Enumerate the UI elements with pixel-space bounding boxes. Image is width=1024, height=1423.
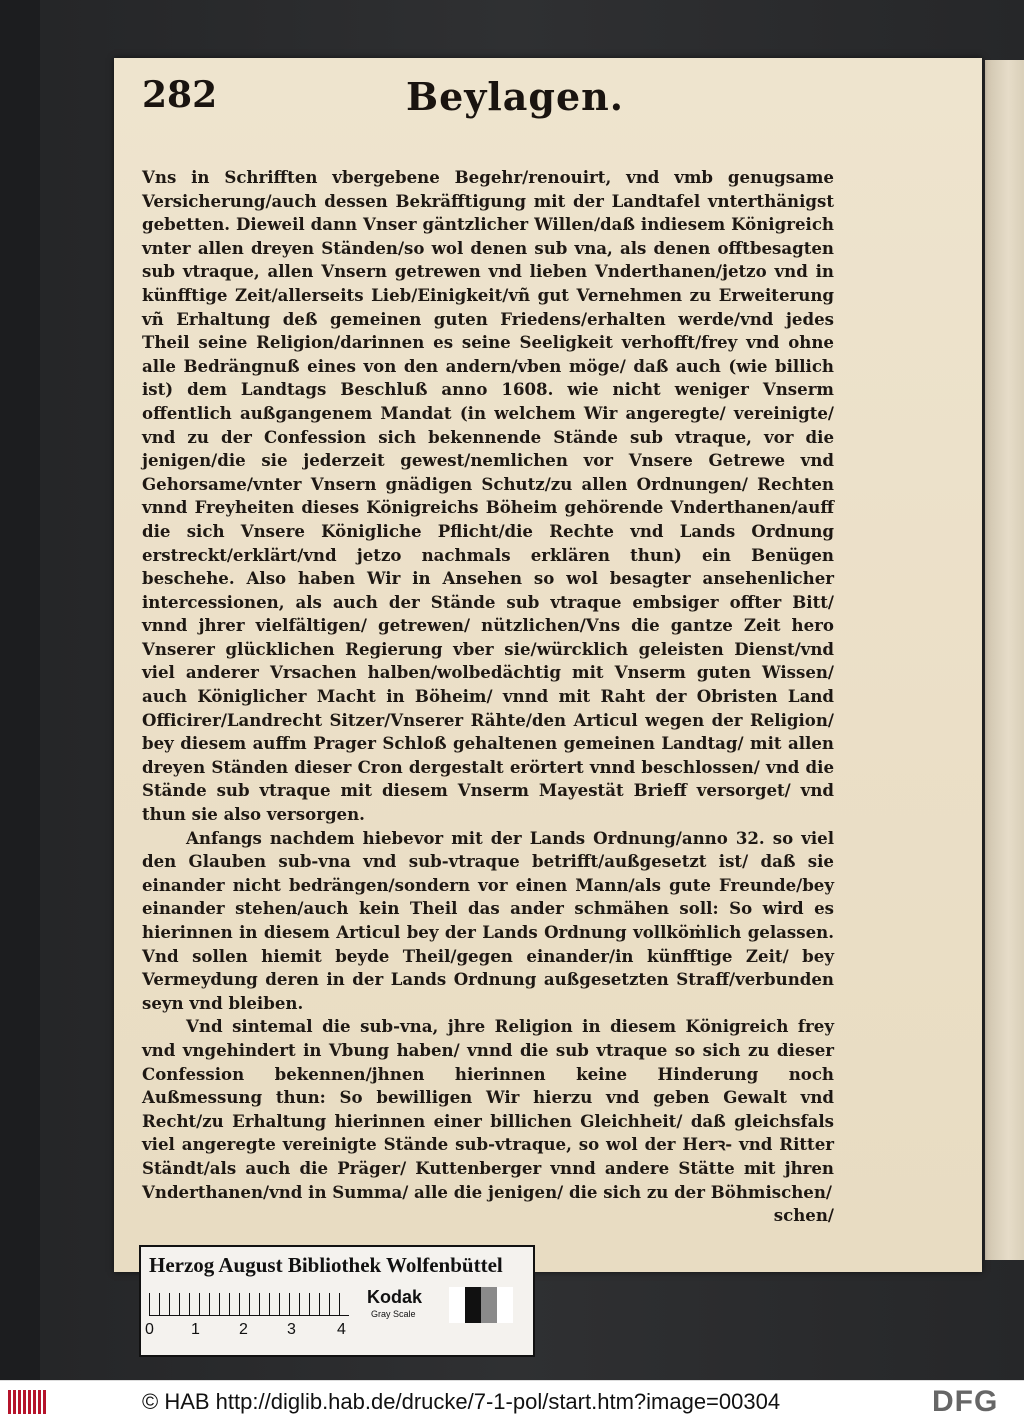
body-paragraph-1: Vns in Schrifften vbergebene Begehr/renouirt, vnd vmb genugsame Versicherung/auch dessen Bekräfftigung mit der Landtafel vnterthänigst gebetten. Dieweil dann Vnser gäntzlicher Willen/daß indiesem Königreich vnter allen dreyen Ständen/so wol denen sub vna, als denen offtbesagten sub vtraque, allen Vnsern getrewen vnd lieben Vnderthanen/jetzo vnd in künfftige Zeit/allerseits Lieb/Einigkeit/vñ gut Vernehmen zu Erweiterung vñ Erhaltung deß gemeinen guten Friedens/erhalten werde/vnd jedes Theil seine Religion/darinnen es seine Seeligkeit verhofft/frey vnd ohne alle Bedrängnuß eines von den andern/vben möge/ daß auch (wie billich ist) dem Landtags Beschluß anno 1608. wie nicht weniger Vnserm offentlich außgangenem Mandat (in welchem Wir angeregte/ vereinigte/ vnd zu der Confession sich bekennende Stände sub vtraque, vor die jenigen/die sie jederzeit gewest/nemlichen vor Vnsere Getrewe vnd Gehorsame/vnter Vnsern gnädigen Schutz/zu allen Ordnungen/ Rechten vnnd Freyheiten dieses Königreichs Böheim gehörende Vnderthanen/auff die sich Vnsere Königliche Pflicht/die Rechte vnd Lands Ordnung erstreckt/erklärt/vnd jetzo nachmals erklären thun) ein Benügen beschehe. Also haben Wir in Ansehen so wol besagter ansehenlicher intercessionen, als auch der Stände sub vtraque embsiger offter Bitt/ vnnd jhrer vielfältigen/ getrewen/ nützlichen/Vns die gantze Zeit hero Vnserer glücklichen Regierung vber sie/würcklich geleisten Dienst/vnd viel anderer Vrsachen halben/wolbedächtig mit Vnserm guten Wissen/ auch Königlicher Macht in Böheim/ vnnd mit Raht der Obristen Land Officirer/Landrecht Sitzer/Vnserer Rähte/den Articul wegen der Religion/ bey diesem auffm Prager Schloß gehaltenen gemeinen Landtag/ mit allen dreyen Ständen dieser Cron dergestalt erörtert vnnd beschlossen/ vnd die Stände sub vtraque mit diesem Vnserm Mayestät Brieff versorget/ vnd thun sie also versorgen. (142, 167, 834, 825)
dfg-logo[interactable]: DFG (932, 1385, 999, 1418)
gray-scale-swatches (449, 1287, 513, 1323)
facing-page-edge (985, 60, 1024, 1260)
ruler-number: 3 (287, 1321, 296, 1338)
catchword: schen/ (773, 1205, 834, 1226)
color-reference-card (139, 1245, 535, 1357)
ruler-number: 1 (191, 1321, 200, 1338)
body-paragraph-2: Anfangs nachdem hiebevor mit der Lands Ordnung/anno 32. so viel den Glauben sub-vna vnd sub-vtraque betrifft/außgesetzt ist/ daß sie einander nicht bedrängen/sondern vor einen Mann/als gute Freunde/bey einander stehen/auch kein Theil das ander schmähen soll: So wird es hierinnen in diesem Articul bey der Lands Ordnung vollköṁlich gelassen. Vnd sollen hiemit beyde Theil/gegen einander/in künfftige Zeit/ bey Vermeydung deren in der Lands Ordnung außgesetzten Straff/verbunden seyn vnd bleiben. (142, 827, 834, 1013)
body-paragraph-3: Vnd sintemal die sub-vna, jhre Religion in diesem Königreich frey vnd vngehindert in Vbung haben/ vnnd die sub vtraque so sich zu dieser Confession bekennen/jhnen hierinnen keine Hinderung noch Außmessung thun: So bewilligen Wir hierzu vnd geben Gewalt vnd Recht/zu Erhaltung hierinnen einer billichen Gleichheit/ daß gleichsfals viel angeregte vereinigte Stände sub-vtraque, so wol der Herꝛ- vnd Ritter Ständt/als auch die Präger/ Kuttenberger vnnd andere Stätte mit jhren Vnderthanen/vnd in Summa/ alle die jenigen/ die sich zu der Böhmischen/ (142, 1016, 834, 1202)
page-body-text (142, 166, 834, 1228)
ruler-number: 0 (145, 1321, 154, 1338)
page-number: 282 (142, 74, 218, 116)
swatch (449, 1287, 465, 1323)
scale-ruler (149, 1289, 349, 1316)
ruler-number: 2 (239, 1321, 248, 1338)
running-head: Beylagen. (406, 74, 625, 119)
swatch (481, 1287, 497, 1323)
hab-logo-icon[interactable] (8, 1390, 46, 1414)
footer-bar (0, 1380, 1024, 1423)
swatch (465, 1287, 481, 1323)
gray-scale-label: Gray Scale (371, 1309, 416, 1319)
scanner-left-edge (0, 0, 40, 1380)
swatch (497, 1287, 513, 1323)
library-name: Herzog August Bibliothek Wolfenbüttel (149, 1253, 503, 1277)
ruler-number: 4 (337, 1321, 346, 1338)
kodak-label: Kodak (367, 1287, 423, 1307)
page-header (142, 74, 842, 134)
copyright-link[interactable]: © HAB http://diglib.hab.de/drucke/7-1-pol/start.htm?image=00304 (142, 1389, 781, 1414)
